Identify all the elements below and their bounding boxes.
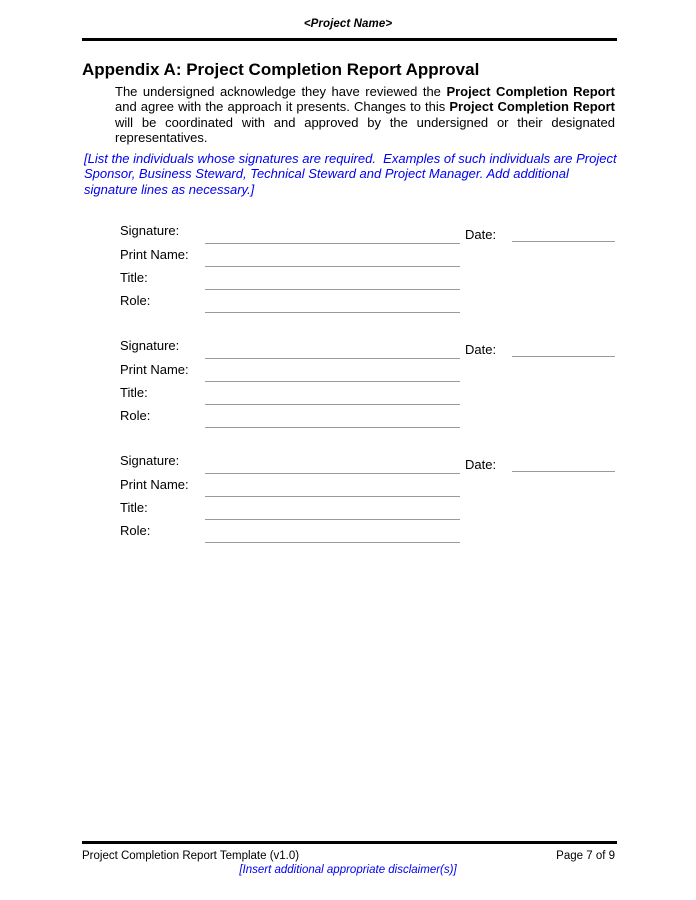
title-label: Title:: [120, 500, 148, 515]
title-line: [205, 289, 460, 290]
page-title: Appendix A: Project Completion Report Approval: [82, 60, 480, 79]
role-label: Role:: [120, 408, 151, 423]
date-line: [512, 356, 615, 357]
header-rule: [82, 38, 617, 41]
date-label: Date:: [465, 457, 497, 472]
intro-text-run: will be coordinated with and approved by the undersigned or their designated representatives.: [115, 114, 615, 146]
intro-paragraph: [115, 84, 615, 146]
title-label: Title:: [120, 270, 148, 285]
signature-label: Signature:: [120, 338, 180, 353]
role-line: [205, 427, 460, 428]
signature-block: [82, 338, 617, 434]
print-name-line: [205, 496, 460, 497]
date-line: [512, 241, 615, 242]
signature-line: [205, 243, 460, 244]
print-name-label: Print Name:: [120, 477, 189, 492]
footer-page-number: Page 7 of 9: [556, 850, 615, 862]
title-line: [205, 519, 460, 520]
title-line: [205, 404, 460, 405]
print-name-line: [205, 381, 460, 382]
role-label: Role:: [120, 293, 151, 308]
intro-bold-run: Project Completion Report: [446, 84, 615, 99]
footer-disclaimer: [Insert additional appropriate disclaimer(s)]: [239, 864, 457, 876]
intro-bold-run: Project Completion Report: [449, 99, 615, 115]
footer-document-title: Project Completion Report Template (v1.0): [82, 850, 300, 862]
title-label: Title:: [120, 385, 148, 400]
signature-block: [82, 453, 617, 549]
footer-rule: [82, 841, 617, 844]
print-name-line: [205, 266, 460, 267]
signature-line: [205, 358, 460, 359]
print-name-label: Print Name:: [120, 247, 189, 262]
signature-label: Signature:: [120, 223, 180, 238]
role-label: Role:: [120, 523, 151, 538]
signature-block: [82, 223, 617, 319]
intro-text-run: The undersigned acknowledge they have reviewed the: [115, 84, 447, 99]
signature-label: Signature:: [120, 453, 180, 468]
print-name-label: Print Name:: [120, 362, 189, 377]
header-project-name: <Project Name>: [303, 18, 393, 30]
date-line: [512, 471, 615, 472]
role-line: [205, 312, 460, 313]
signature-line: [205, 473, 460, 474]
intro-text-run: and agree with the approach it presents. Changes to this: [115, 99, 450, 115]
date-label: Date:: [465, 342, 497, 357]
instruction-paragraph: [List the individuals whose signatures are required. Examples of such individuals are Project Sponsor, Business Steward, Technical Steward and Project Manager. Add additional signature lines as necessary.]: [84, 151, 621, 197]
date-label: Date:: [465, 227, 497, 242]
role-line: [205, 542, 460, 543]
